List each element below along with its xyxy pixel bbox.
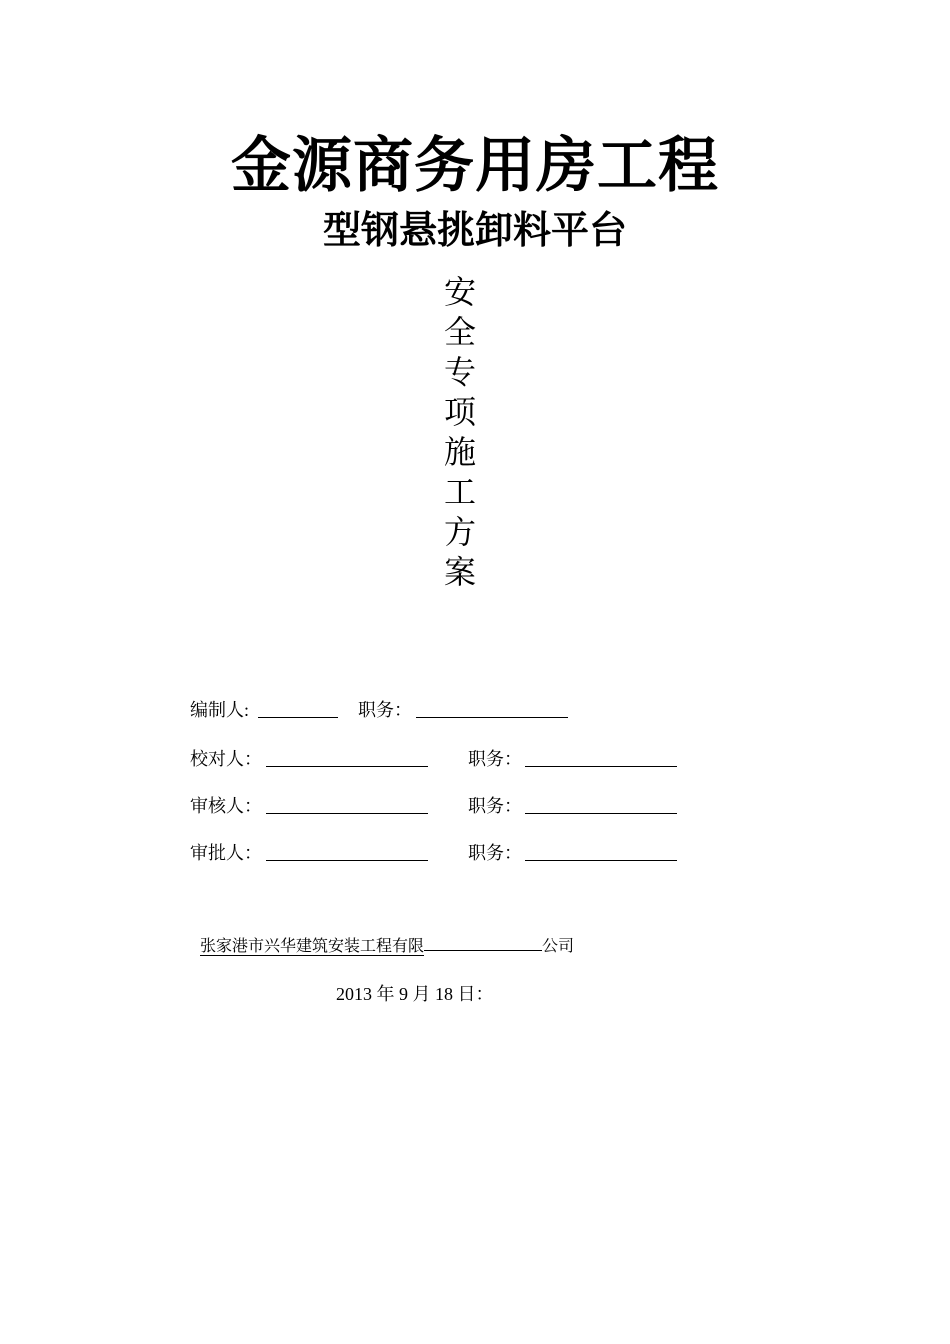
document-date: 2013 年 9 月 18 日： [336, 984, 494, 1004]
editor-row [190, 698, 610, 724]
approver-blank [266, 842, 428, 861]
reviewer-blank [266, 795, 428, 814]
project-title: 金源商务用房工程 [231, 131, 719, 201]
proofreader-position-blank [525, 748, 677, 767]
reviewer-label: 审核人： [190, 796, 262, 816]
reviewer-position-blank [525, 795, 677, 814]
vertical-char: 项 [443, 393, 476, 431]
reviewer-position-label: 职务： [468, 796, 522, 816]
approver-row [190, 841, 690, 867]
proofreader-blank [266, 748, 428, 767]
company-suffix: 公司 [542, 936, 575, 955]
vertical-char: 工 [443, 473, 476, 511]
proofreader-position-label: 职务： [468, 749, 522, 769]
editor-position-label: 职务： [358, 700, 412, 720]
company-line [200, 934, 574, 957]
company-blank [424, 934, 542, 951]
reviewer-row [190, 794, 690, 820]
approver-position-blank [525, 842, 677, 861]
approver-position-label: 职务： [468, 843, 522, 863]
vertical-char: 方 [443, 513, 476, 551]
editor-blank [258, 699, 338, 718]
vertical-char: 施 [443, 433, 476, 471]
vertical-char: 案 [443, 553, 476, 591]
vertical-char: 专 [443, 353, 476, 391]
editor-position-blank [416, 699, 568, 718]
editor-label: 编制人: [190, 700, 250, 720]
project-subtitle: 型钢悬挑卸料平台 [322, 208, 627, 252]
company-name: 张家港市兴华建筑安装工程有限 [200, 936, 425, 955]
vertical-char: 安 [443, 273, 476, 311]
vertical-title [430, 272, 490, 592]
proofreader-label: 校对人： [190, 749, 262, 769]
proofreader-row [190, 747, 690, 773]
vertical-char: 全 [443, 313, 476, 351]
approver-label: 审批人： [190, 843, 262, 863]
